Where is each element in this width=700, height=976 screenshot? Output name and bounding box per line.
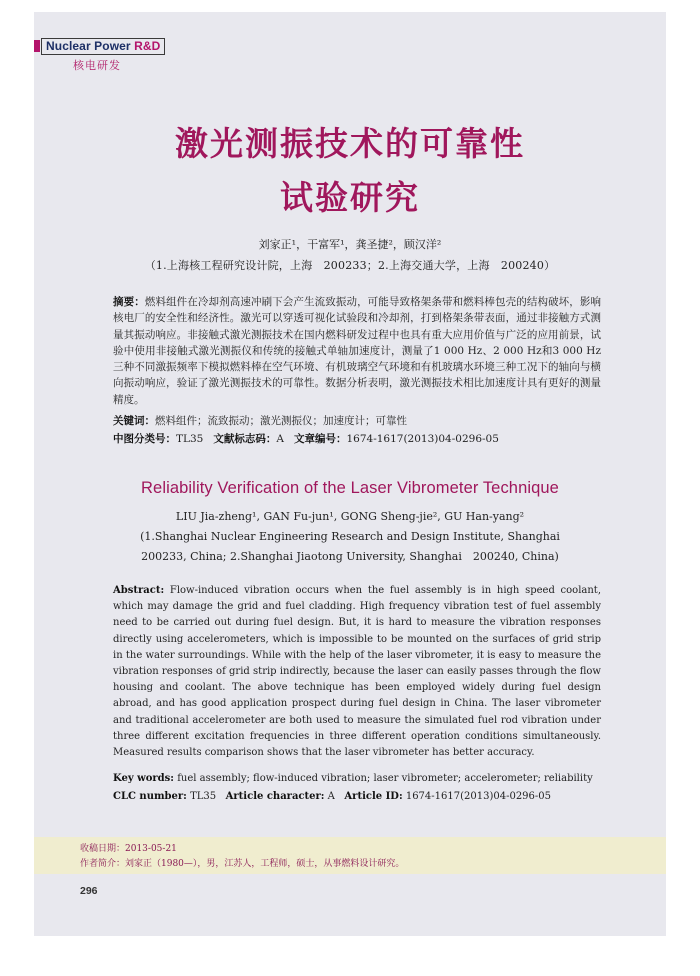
authors-cn: 刘家正¹，干富军¹，龚圣捷²，顾汉洋² bbox=[258, 238, 442, 251]
journal-tag-accent bbox=[34, 40, 40, 52]
title-en: Reliability Verification of the Laser Vibrometer Technique bbox=[141, 479, 559, 497]
title-cn-line1: 激光测振技术的可靠性 bbox=[175, 124, 525, 163]
abstract-en bbox=[113, 583, 601, 761]
author-bio: 作者简介：刘家正（1980—），男，江苏人，工程师，硕士，从事燃料设计研究。 bbox=[80, 859, 405, 869]
journal-name-rd: R&D bbox=[134, 39, 161, 53]
article-en-label: Article ID: bbox=[344, 791, 403, 802]
article-cn-value: 1674-1617(2013)04-0296-05 bbox=[346, 433, 499, 445]
affiliation-en-line1: (1.Shanghai Nuclear Engineering Research and Design Institute, Shanghai bbox=[140, 530, 560, 543]
page-number: 296 bbox=[80, 885, 98, 897]
authors-en: LIU Jia-zheng¹, GAN Fu-jun¹, GONG Sheng-jie², GU Han-yang² bbox=[175, 510, 525, 523]
doc-en-value: A bbox=[327, 791, 335, 802]
affiliation-en-line2: 200233, China; 2.Shanghai Jiaotong University, Shanghai 200240, China) bbox=[141, 550, 559, 563]
classification-en bbox=[113, 791, 551, 802]
keywords-en-text: fuel assembly; flow-induced vibration; laser vibrometer; accelerometer; reliability bbox=[177, 773, 593, 784]
classification-cn bbox=[113, 431, 499, 446]
clc-cn-label: 中图分类号： bbox=[113, 433, 176, 445]
received-date: 收稿日期：2013-05-21 bbox=[80, 844, 177, 854]
journal-section-cn: 核电研发 bbox=[73, 59, 121, 72]
doc-cn-value: A bbox=[276, 433, 284, 445]
journal-tag bbox=[41, 38, 165, 55]
journal-name: Nuclear Power bbox=[46, 39, 135, 53]
abstract-en-text: Flow-induced vibration occurs when the fuel assembly is in high speed coolant, which may damage the grid and fuel cladding. High frequency vibration test of fuel assembly need to be carried out during fuel design. But, it is hard to measure the vibration responses directly using accelerometers, which is impossible to be mounted on the surfaces of grid strip in the water surroundings. While with the help of the laser vibrometer, it is easy to measure the vibration responses of grid strip indirectly, because the laser can easily passes through the flow housing and coolant. The above technique has been employed widely during fuel design abroad, and has good application prospect during fuel design in China. The laser vibrometer and traditional accelerometer are both used to measure the simulated fuel rod vibration under three different excitation frequencies in three different operation conditions simultaneously. Measured results comparison shows that the laser vibrometer has better accuracy. bbox=[113, 585, 601, 759]
abstract-en-label: Abstract: bbox=[113, 585, 165, 596]
abstract-cn bbox=[113, 294, 601, 408]
abstract-cn-label: 摘要： bbox=[113, 296, 145, 308]
keywords-cn-label: 关键词： bbox=[113, 415, 155, 427]
doc-cn-label: 文献标志码： bbox=[213, 433, 277, 445]
clc-cn-value: TL35 bbox=[176, 433, 204, 445]
article-en-value: 1674-1617(2013)04-0296-05 bbox=[405, 791, 552, 802]
doc-en-label: Article character: bbox=[225, 791, 325, 802]
keywords-en-label: Key words: bbox=[113, 773, 174, 784]
clc-en-value: TL35 bbox=[190, 791, 217, 802]
affiliation-cn: （1.上海核工程研究设计院，上海 200233；2.上海交通大学，上海 200240） bbox=[144, 259, 556, 272]
keywords-cn bbox=[113, 413, 407, 428]
article-cn-label: 文章编号： bbox=[293, 433, 347, 445]
keywords-cn-text: 燃料组件；流致振动；激光测振仪；加速度计；可靠性 bbox=[155, 415, 407, 427]
keywords-en bbox=[113, 773, 593, 784]
abstract-cn-text: 燃料组件在冷却剂高速冲刷下会产生流致振动，可能导致格架条带和燃料棒包壳的结构破坏，影响核电厂的安全性和经济性。激光可以穿透可视化试验段和冷却剂，打到格架条带表面，通过非接触方式测量其振动响应。非接触式激光测振技术在国内燃料研发过程中也具有重大应用价值与广泛的应用前景，试验中使用非接触式激光测振仪和传统的接触式单轴加速度计，测量了1 000 Hz、2 000 Hz和3 000 Hz三种不同激振频率下模拟燃料棒在空气环境、有机玻璃空气环境和有机玻璃水环境三种工况下的轴向与横向振动响应，验证了激光测振技术的可靠性。数据分析表明，激光测振技术相比加速度计具有更好的测量精度。 bbox=[113, 296, 602, 406]
title-cn-line2: 试验研究 bbox=[280, 178, 420, 217]
clc-en-label: CLC number: bbox=[113, 791, 187, 802]
